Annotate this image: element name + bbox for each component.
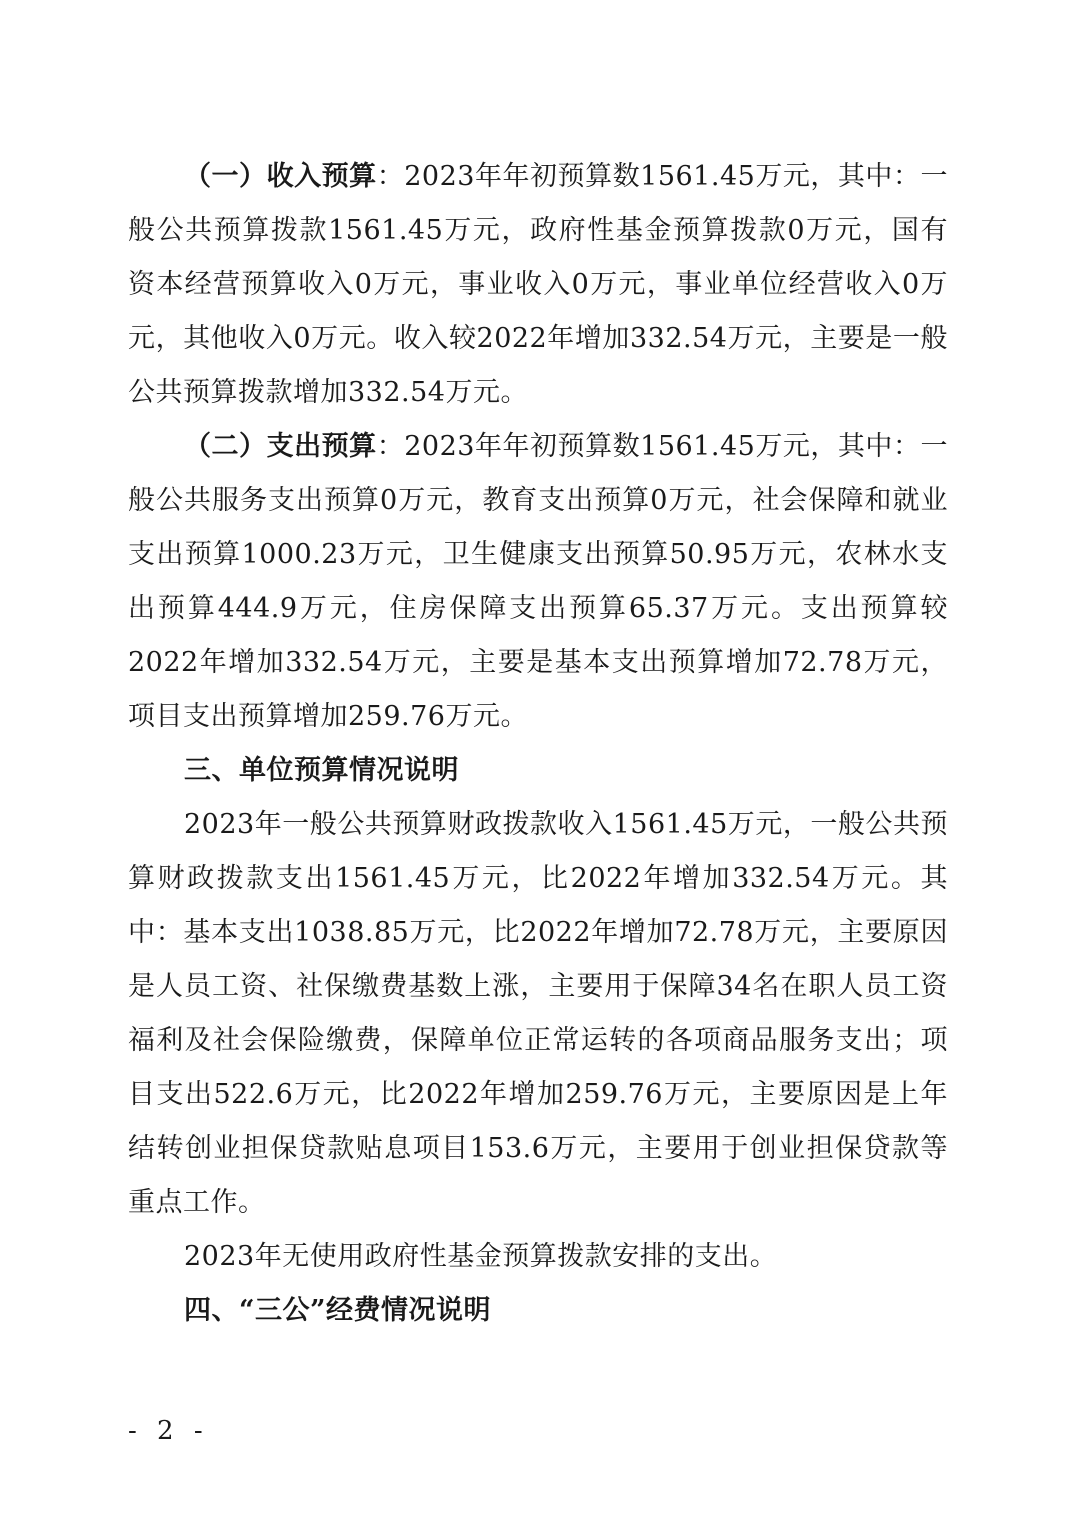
income-budget-paragraph [128, 150, 948, 420]
income-budget-text: ：2023年年初预算数1561.45万元，其中：一般公共预算拨款1561.45万元，政府性基金预算拨款0万元，国有资本经营预算收入0万元，事业收入0万元，事业单位经营收入0万元，其他收入0万元。收入较2022年增加332.54万元，主要是一般公共预算拨款增加332.54万元。 [128, 161, 948, 408]
expense-budget-paragraph [128, 420, 948, 744]
section-heading-unit-budget: 三、单位预算情况说明 [184, 755, 459, 786]
document-body [128, 150, 948, 1338]
expense-budget-lead: （二）支出预算 [184, 431, 377, 462]
page-number: - 2 - [128, 1416, 209, 1446]
section-heading-three-public-expenses: 四、“三公”经费情况说明 [184, 1295, 492, 1326]
unit-budget-paragraph: 2023年一般公共预算财政拨款收入1561.45万元，一般公共预算财政拨款支出1561.45万元，比2022年增加332.54万元。其中：基本支出1038.85万元，比2022年增加72.78万元，主要原因是人员工资、社保缴费基数上涨，主要用于保障34名在职人员工资福利及社会保险缴费，保障单位正常运转的各项商品服务支出；项目支出522.6万元，比2022年增加259.76万元，主要原因是上年结转创业担保贷款贴息项目153.6万元，主要用于创业担保贷款等重点工作。 [128, 809, 948, 1218]
government-fund-paragraph: 2023年无使用政府性基金预算拨款安排的支出。 [184, 1241, 778, 1272]
income-budget-lead: （一）收入预算 [184, 161, 377, 192]
expense-budget-text: ：2023年年初预算数1561.45万元，其中：一般公共服务支出预算0万元，教育支出预算0万元，社会保障和就业支出预算1000.23万元，卫生健康支出预算50.95万元，农林水支出预算444.9万元，住房保障支出预算65.37万元。支出预算较2022年增加332.54万元，主要是基本支出预算增加72.78万元，项目支出预算增加259.76万元。 [128, 431, 948, 732]
